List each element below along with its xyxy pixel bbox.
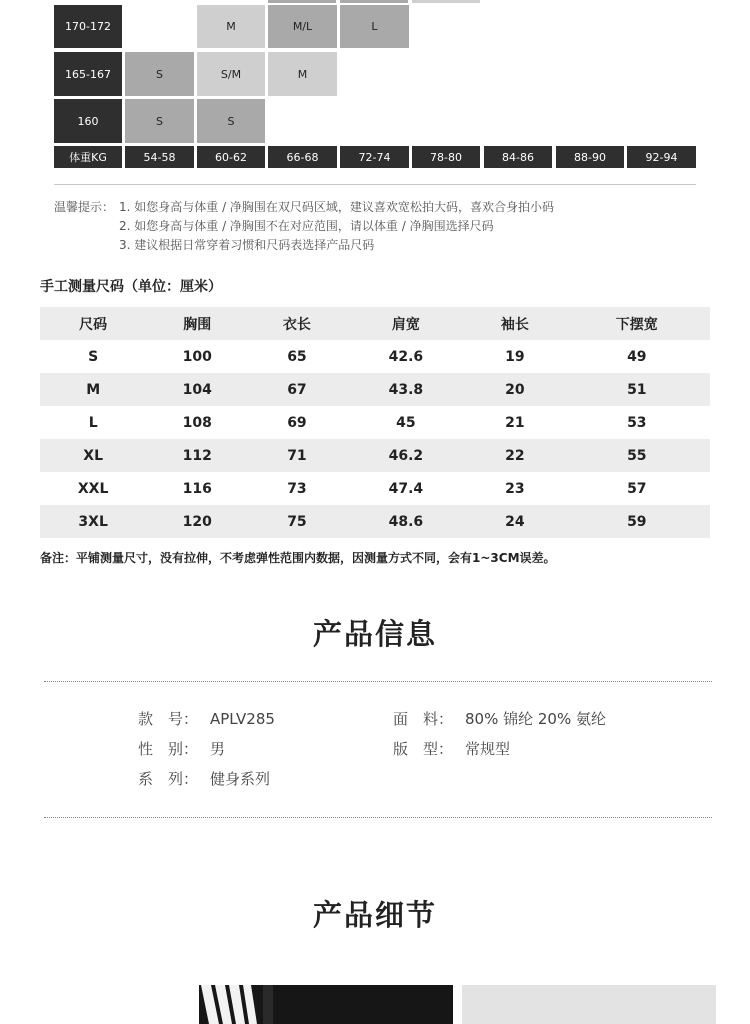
table-cell: 104 <box>182 381 212 398</box>
tip-line: 2. 如您身高与体重 / 净胸围不在对应范围，请以体重 / 净胸围选择尺码 <box>119 219 494 233</box>
measurement-title: 手工测量尺码（单位：厘米） <box>40 279 222 295</box>
info-gender <box>138 738 225 759</box>
info-label: 系 列： <box>138 770 199 788</box>
table-cell: 3XL <box>78 513 108 530</box>
column-header: 肩宽 <box>391 316 420 333</box>
table-row <box>40 373 710 406</box>
dotted-divider <box>44 817 712 818</box>
size-chart-grid <box>54 0 699 170</box>
table-cell: 22 <box>505 447 525 464</box>
table-cell: 120 <box>182 513 212 530</box>
table-cell: 20 <box>505 381 525 398</box>
table-cell: 55 <box>627 447 647 464</box>
table-cell: 51 <box>627 381 647 398</box>
table-cell: 73 <box>287 480 307 497</box>
table-cell: XXL <box>77 480 109 497</box>
info-label: 版 型： <box>393 740 454 758</box>
table-cell: L <box>88 414 98 431</box>
table-row <box>40 505 710 538</box>
size-tips <box>54 198 554 255</box>
size-cell: S/M <box>197 52 265 96</box>
size-cell: M <box>197 5 265 48</box>
weight-label: 60-62 <box>197 146 265 168</box>
table-cell: 53 <box>627 414 647 431</box>
product-detail-photo <box>462 985 716 1024</box>
product-info-heading: 产品信息 <box>312 617 437 651</box>
table-cell: 46.2 <box>388 447 424 464</box>
table-cell: 21 <box>505 414 525 431</box>
info-value: APLV285 <box>210 710 275 728</box>
table-cell: M <box>86 381 101 398</box>
height-label: 170-172 <box>54 5 122 48</box>
tip-line: 1. 如您身高与体重 / 净胸围在双尺码区域，建议喜欢宽松拍大码，喜欢合身拍小码 <box>119 200 554 214</box>
table-cell: 57 <box>627 480 647 497</box>
size-cell: S <box>125 52 194 96</box>
weight-label: 66-68 <box>268 146 337 168</box>
table-cell: 59 <box>627 513 647 530</box>
table-cell: 65 <box>287 348 307 365</box>
weight-label: 72-74 <box>340 146 409 168</box>
size-cell: S <box>197 99 265 143</box>
table-cell: 69 <box>287 414 307 431</box>
weight-label: 78-80 <box>412 146 480 168</box>
garment-print-graphic <box>199 985 453 1024</box>
size-cell: M/L <box>268 5 337 48</box>
info-label: 性 别： <box>138 740 199 758</box>
size-cell: M <box>268 52 337 96</box>
info-value: 男 <box>210 740 226 758</box>
table-cell: 108 <box>182 414 212 431</box>
table-cell: 48.6 <box>388 513 424 530</box>
table-cell: 19 <box>505 348 525 365</box>
column-header: 下摆宽 <box>615 316 658 333</box>
table-cell: 75 <box>287 513 307 530</box>
info-label: 款 号： <box>138 710 199 728</box>
height-label: 165-167 <box>54 52 122 96</box>
table-cell: 45 <box>396 414 416 431</box>
info-value: 常规型 <box>465 740 511 758</box>
table-cell: 23 <box>505 480 525 497</box>
measurement-note: 备注：平铺测量尺寸，没有拉伸，不考虑弹性范围内数据，因测量方式不同，会有1~3CM误差。 <box>40 551 556 565</box>
weight-label: 84-86 <box>484 146 552 168</box>
table-cell: 116 <box>182 480 212 497</box>
table-cell: 42.6 <box>388 348 424 365</box>
size-cell: L <box>340 5 409 48</box>
table-cell: S <box>88 348 99 365</box>
dotted-divider <box>44 681 712 682</box>
table-header-row <box>40 307 710 340</box>
column-header: 尺码 <box>79 316 108 333</box>
column-header: 袖长 <box>500 316 529 333</box>
tips-prefix: 温馨提示： <box>54 200 115 214</box>
table-cell: 49 <box>627 348 647 365</box>
table-cell: 24 <box>505 513 525 530</box>
info-label: 面 料： <box>393 710 454 728</box>
weight-axis-label: 体重KG <box>54 146 122 168</box>
table-cell: 43.8 <box>388 381 424 398</box>
weight-label: 88-90 <box>556 146 624 168</box>
grid-cell-remnant <box>268 0 336 3</box>
info-fabric <box>393 708 606 729</box>
product-detail-heading: 产品细节 <box>312 898 437 932</box>
tip-line: 3. 建议根据日常穿着习惯和尺码表选择产品尺码 <box>119 238 375 252</box>
table-row <box>40 472 710 505</box>
weight-label: 54-58 <box>125 146 194 168</box>
table-cell: 71 <box>287 447 307 464</box>
info-value: 健身系列 <box>210 770 271 788</box>
table-cell: 112 <box>182 447 212 464</box>
column-header: 衣长 <box>282 316 311 333</box>
info-value: 80% 锦纶 20% 氨纶 <box>465 710 606 728</box>
table-cell: 67 <box>287 381 307 398</box>
column-header: 胸围 <box>183 316 212 333</box>
table-cell: 47.4 <box>388 480 424 497</box>
measurement-table <box>40 307 710 538</box>
table-cell: 100 <box>182 348 212 365</box>
divider <box>54 184 696 185</box>
table-row <box>40 406 710 439</box>
height-label: 160 <box>54 99 122 143</box>
weight-label: 92-94 <box>627 146 696 168</box>
grid-cell-remnant <box>412 0 480 3</box>
product-detail-photo <box>199 985 453 1024</box>
size-cell: S <box>125 99 194 143</box>
info-model <box>138 708 275 729</box>
info-fit <box>393 738 510 759</box>
table-cell: XL <box>83 447 104 464</box>
grid-cell-remnant <box>340 0 408 3</box>
info-series <box>138 768 270 789</box>
table-row <box>40 439 710 472</box>
table-row <box>40 340 710 373</box>
